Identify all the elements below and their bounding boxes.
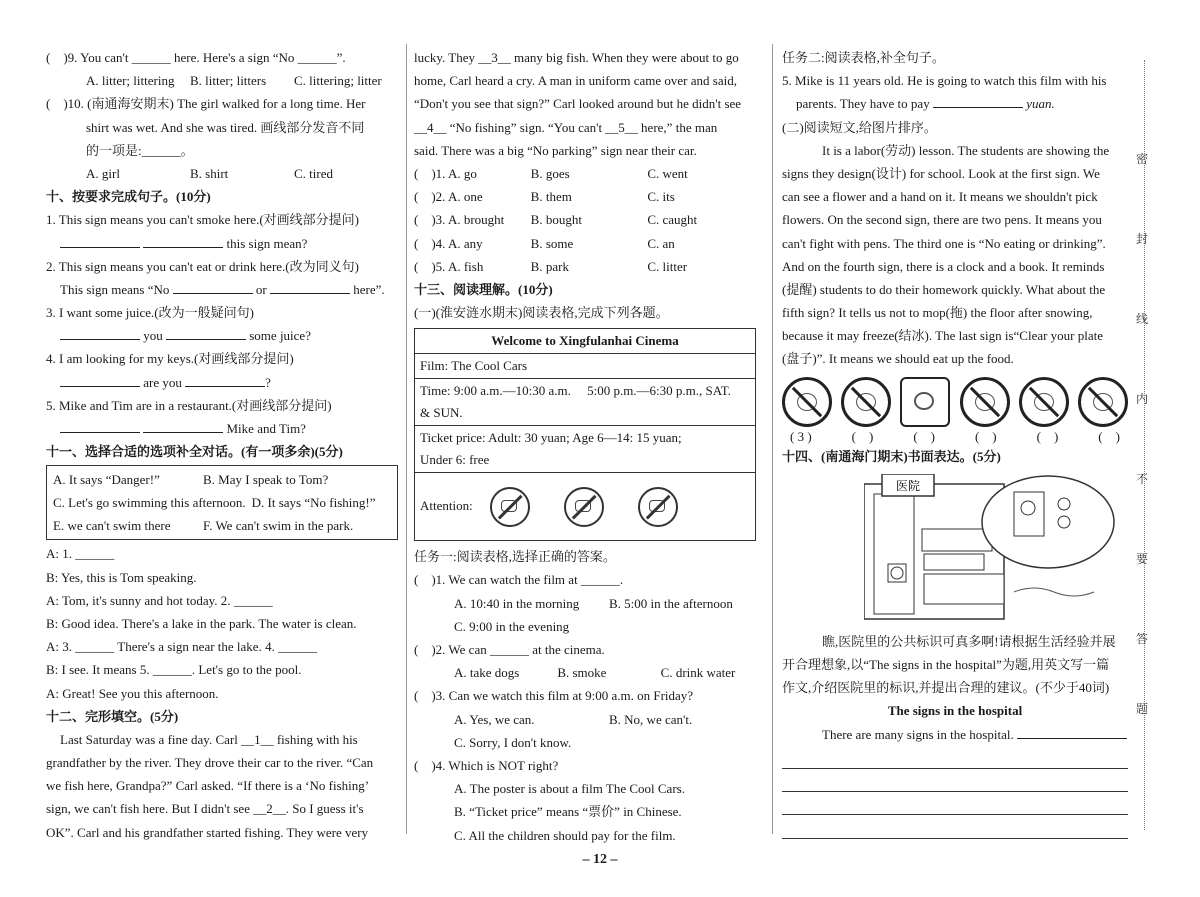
task-question: 5. Mike is 11 years old. He is going to watch this film with his — [782, 73, 1107, 89]
option: B. 5:00 in the afternoon — [609, 595, 733, 611]
answer-text: ? — [265, 374, 271, 390]
margin-char: 线 — [1136, 312, 1149, 326]
answer-slot[interactable]: ( 3 ) — [790, 428, 812, 444]
option: B. smoke — [557, 665, 607, 681]
passage-line: flowers. On the second sign, there are two pens. It means you — [782, 212, 1102, 228]
answer-slot[interactable]: ( ) — [1036, 428, 1059, 444]
option: B. shirt — [190, 165, 229, 181]
option: B. them — [530, 189, 572, 205]
answer-text: or — [255, 281, 267, 297]
writing-line[interactable] — [782, 792, 1128, 815]
cloze-line: said. There was a big “No parking” sign near their car. — [414, 142, 697, 158]
prompt-line: 开合理想象,以“The signs in the hospital”为题,用英文写一篇 — [782, 657, 1110, 672]
option: C. littering; litter — [294, 73, 382, 89]
no-smoking-icon — [490, 487, 530, 527]
answer-line[interactable] — [46, 371, 398, 394]
cloze-line: we fish here, Grandpa?” Carl asked. “If there is a ‘No fishing’ — [46, 778, 370, 794]
cloze-line: OK”. Carl and his grandfather started fishing. They were very — [46, 824, 369, 840]
answer-slot[interactable]: ( ) — [1098, 428, 1120, 444]
margin-char: 题 — [1136, 702, 1149, 716]
dialog-line: A: 1. ______ — [46, 546, 115, 562]
cloze-line: __4__ “No fishing” sign. “You can't __5__ here,” the man — [414, 119, 718, 135]
task-question: ( )4. Which is NOT right? — [414, 757, 559, 773]
table-film: Film: The Cool Cars — [415, 354, 756, 379]
dialog-line: A: Tom, it's sunny and hot today. 2. ______ — [46, 592, 273, 608]
margin-char: 要 — [1136, 552, 1149, 566]
picture-answers[interactable] — [782, 429, 1128, 445]
option: B. bought — [530, 212, 582, 228]
part-1-title: (一)(淮安涟水期末)阅读表格,完成下列各题。 — [414, 305, 669, 321]
dialog-line: B: I see. It means 5. ______. Let's go to the pool. — [46, 662, 302, 678]
answer-text: parents. They have to pay — [796, 96, 930, 112]
option: C. tired — [294, 165, 333, 181]
answer-text: Mike and Tim? — [226, 421, 306, 436]
cloze-line: lucky. They __3__ many big fish. When they were about to go — [414, 50, 739, 65]
margin-char: 封 — [1136, 232, 1149, 246]
sentence-5: 5. Mike and Tim are in a restaurant.(对画线部分提问) — [46, 397, 332, 413]
answer-text: you — [143, 328, 163, 344]
page-number: – 12 – — [582, 852, 618, 867]
sentence-2: 2. This sign means you can't eat or drink here.(改为同义句) — [46, 258, 359, 274]
passage-line: (盘子)”. It means we should eat up the food. — [782, 351, 1014, 367]
option: B. No, we can't. — [609, 711, 693, 727]
answer-text: here”. — [353, 281, 385, 297]
column-divider — [772, 44, 773, 834]
answer-slot[interactable]: ( ) — [974, 428, 997, 444]
essay-title: The signs in the hospital — [887, 703, 1023, 719]
options-box — [46, 465, 398, 540]
table-time: & SUN. — [420, 405, 463, 421]
answer-line[interactable] — [46, 232, 398, 255]
no-fighting-pens-icon — [1019, 377, 1069, 427]
option: B. litter; litters — [190, 73, 267, 89]
cloze-line: sign, we can't fish here. But I didn't see __2__. So I guess it's — [46, 801, 364, 817]
sign-pictures — [782, 377, 1128, 427]
hospital-drawing — [864, 474, 1124, 622]
sentence-1: 1. This sign means you can't smoke here.(对画线部分提问) — [46, 212, 359, 228]
option: A. Yes, we can. — [454, 711, 535, 727]
passage-line: (提醒) students to do their homework quickly. What about the — [782, 281, 1106, 297]
answer-text: some juice? — [249, 328, 311, 344]
option: ( )5. A. fish — [414, 258, 484, 274]
option: C. its — [647, 189, 675, 205]
section-11-title: 十一、选择合适的选项补全对话。(有一项多余)(5分) — [46, 444, 343, 460]
option: ( )2. A. one — [414, 189, 483, 205]
option: B. some — [530, 235, 574, 251]
option: C. an — [647, 235, 675, 251]
q9-options — [46, 69, 398, 92]
table-price: Ticket price: Adult: 30 yuan; Age 6—14: 15 yuan; — [420, 430, 682, 446]
section-10-title: 十、按要求完成句子。(10分) — [46, 189, 211, 205]
passage-line: fifth sign? It tells us not to mop(拖) the floor after snowing, — [782, 305, 1093, 321]
cloze-option-row — [414, 185, 764, 208]
cloze-line: Last Saturday was a fine day. Carl __1__ fishing with his — [60, 731, 358, 747]
options — [414, 592, 764, 615]
no-food-sign-icon — [782, 377, 832, 427]
answer-slot[interactable]: ( ) — [913, 428, 935, 444]
passage-line: And on the fourth sign, there is a clock and a book. It reminds — [782, 258, 1105, 274]
table-price: Under 6: free — [420, 452, 490, 468]
no-plate-waste-sign-icon — [841, 377, 891, 427]
cloze-option-row — [414, 208, 764, 231]
writing-line[interactable] — [782, 815, 1128, 838]
answer-line[interactable] — [46, 278, 398, 301]
answer-slot[interactable]: ( ) — [851, 428, 874, 444]
dialog-line: B: Yes, this is Tom speaking. — [46, 569, 197, 585]
question-10-cont: shirt was wet. And she was tired. 画线部分发音不同 — [86, 119, 365, 135]
option: F. We can't swim in the park. — [203, 518, 354, 534]
options — [414, 708, 764, 731]
question-9: ( )9. You can't ______ here. Here's a sign “No ______”. — [46, 50, 346, 65]
dialog-line: A: 3. ______ There's a sign near the lake. 4. ______ — [46, 639, 318, 655]
option: C. litter — [647, 258, 688, 274]
essay-first-line[interactable] — [782, 723, 1128, 746]
writing-line[interactable] — [782, 769, 1128, 792]
task-question: ( )1. We can watch the film at ______. — [414, 572, 624, 588]
task-1-title: 任务一:阅读表格,选择正确的答案。 — [414, 549, 616, 565]
option: C. drink water — [660, 665, 736, 681]
column-3 — [782, 46, 1128, 839]
no-picking-flowers-icon — [960, 377, 1010, 427]
cloze-option-row — [414, 232, 764, 255]
task-question: ( )3. Can we watch this film at 9:00 a.m. on Friday? — [414, 688, 694, 704]
prompt-line: 瞧,医院里的公共标识可真多啊!请根据生活经验并展 — [822, 633, 1116, 649]
question-10: ( )10. (南通海安期末) The girl walked for a long time. Her — [46, 96, 366, 112]
cloze-line: “Don't you see that sign?” Carl looked around but he didn't see — [414, 96, 742, 112]
task-2-title: 任务二:阅读表格,补全句子。 — [782, 50, 945, 65]
writing-line[interactable] — [782, 746, 1128, 769]
prompt-line: 作文,介绍医院里的标识,并提出合理的建议。(不少于40词) — [782, 680, 1110, 696]
option: ( )3. A. brought — [414, 212, 505, 228]
answer-text: This sign means “No — [60, 281, 170, 297]
option: B. “Ticket price” means “票价” in Chinese. — [454, 804, 682, 820]
answer-line[interactable] — [782, 92, 1128, 115]
essay-start: There are many signs in the hospital. — [822, 726, 1014, 742]
option: ( )1. A. go — [414, 165, 477, 181]
sentence-3: 3. I want some juice.(改为一般疑问句) — [46, 305, 254, 321]
option: B. park — [530, 258, 569, 274]
no-pets-icon — [564, 487, 604, 527]
option: C. 9:00 in the evening — [454, 618, 570, 634]
no-mopping-icon — [1078, 377, 1128, 427]
table-attention: Attention: — [420, 497, 473, 513]
dialog-line: B: Good idea. There's a lake in the park. The water is clean. — [46, 615, 357, 631]
section-13-title: 十三、阅读理解。(10分) — [414, 281, 553, 297]
answer-text: are you — [143, 374, 182, 390]
passage-line: It is a labor(劳动) lesson. The students are showing the — [822, 142, 1110, 158]
section-12-title: 十二、完形填空。(5分) — [46, 708, 179, 724]
hospital-sign-text: 医院 — [895, 478, 921, 493]
clock-and-book-icon — [900, 377, 950, 427]
margin-char: 密 — [1136, 152, 1149, 166]
column-2 — [414, 46, 764, 847]
cloze-option-row — [414, 255, 764, 278]
hospital-illustration — [864, 474, 1124, 622]
cloze-line: home, Carl heard a cry. A man in uniform came over and said, — [414, 73, 737, 89]
option: ( )4. A. any — [414, 235, 483, 251]
margin-char: 不 — [1136, 472, 1149, 486]
table-time: Time: 9:00 a.m.—10:30 a.m. 5:00 p.m.—6:30 p.m., SAT. — [420, 383, 731, 399]
passage-line: can see a flower and a hand on it. It means we shouldn't pick — [782, 189, 1098, 205]
options — [414, 661, 764, 684]
passage-line: signs they design(设计) for school. Look at the first sign. We — [782, 165, 1100, 181]
option: B. May I speak to Tom? — [203, 472, 329, 488]
no-drinking-icon — [638, 487, 678, 527]
option: A. girl — [86, 165, 120, 181]
option: A. take dogs — [454, 665, 520, 681]
question-10-cont: 的一项是:______。 — [86, 142, 194, 158]
dialog-line: A: Great! See you this afternoon. — [46, 685, 219, 701]
cinema-table — [414, 328, 756, 541]
cloze-line: grandfather by the river. They drove their car to the river. “Can — [46, 755, 374, 771]
sentence-4: 4. I am looking for my keys.(对画线部分提问) — [46, 351, 294, 367]
option: C. went — [647, 165, 688, 181]
margin-char: 答 — [1136, 632, 1149, 646]
passage-line: can't fight with pens. The third one is “No eating or drinking”. — [782, 235, 1106, 251]
column-1 — [46, 46, 398, 844]
option: C. All the children should pay for the film. — [454, 827, 676, 843]
option: C. Let's go swimming this afternoon. — [53, 495, 246, 511]
option: C. caught — [647, 212, 698, 228]
margin-char: 内 — [1136, 392, 1149, 406]
column-divider — [406, 44, 407, 834]
answer-text: yuan. — [1026, 96, 1055, 112]
q10-options — [46, 162, 398, 185]
task-question: ( )2. We can ______ at the cinema. — [414, 642, 605, 657]
answer-line[interactable] — [46, 417, 398, 440]
option: D. It says “No fishing!” — [251, 495, 376, 511]
cloze-option-row — [414, 162, 764, 185]
section-14-title: 十四、(南通海门期末)书面表达。(5分) — [782, 448, 1001, 464]
passage-line: because it may freeze(结冰). The last sign is“Clear your plate — [782, 328, 1104, 344]
option: A. The poster is about a film The Cool Cars. — [454, 781, 685, 797]
option: C. Sorry, I don't know. — [454, 734, 572, 750]
option: A. 10:40 in the morning — [454, 595, 580, 611]
answer-text: this sign mean? — [226, 235, 308, 251]
option: E. we can't swim there — [53, 518, 171, 534]
table-heading: Welcome to Xingfulanhai Cinema — [415, 329, 756, 354]
option: B. goes — [530, 165, 570, 181]
option: A. litter; littering — [86, 73, 175, 89]
part-2-title: (二)阅读短文,给图片排序。 — [782, 119, 937, 135]
binding-margin-text — [1136, 150, 1156, 716]
option: A. It says “Danger!” — [53, 472, 160, 488]
answer-line[interactable] — [46, 324, 398, 347]
